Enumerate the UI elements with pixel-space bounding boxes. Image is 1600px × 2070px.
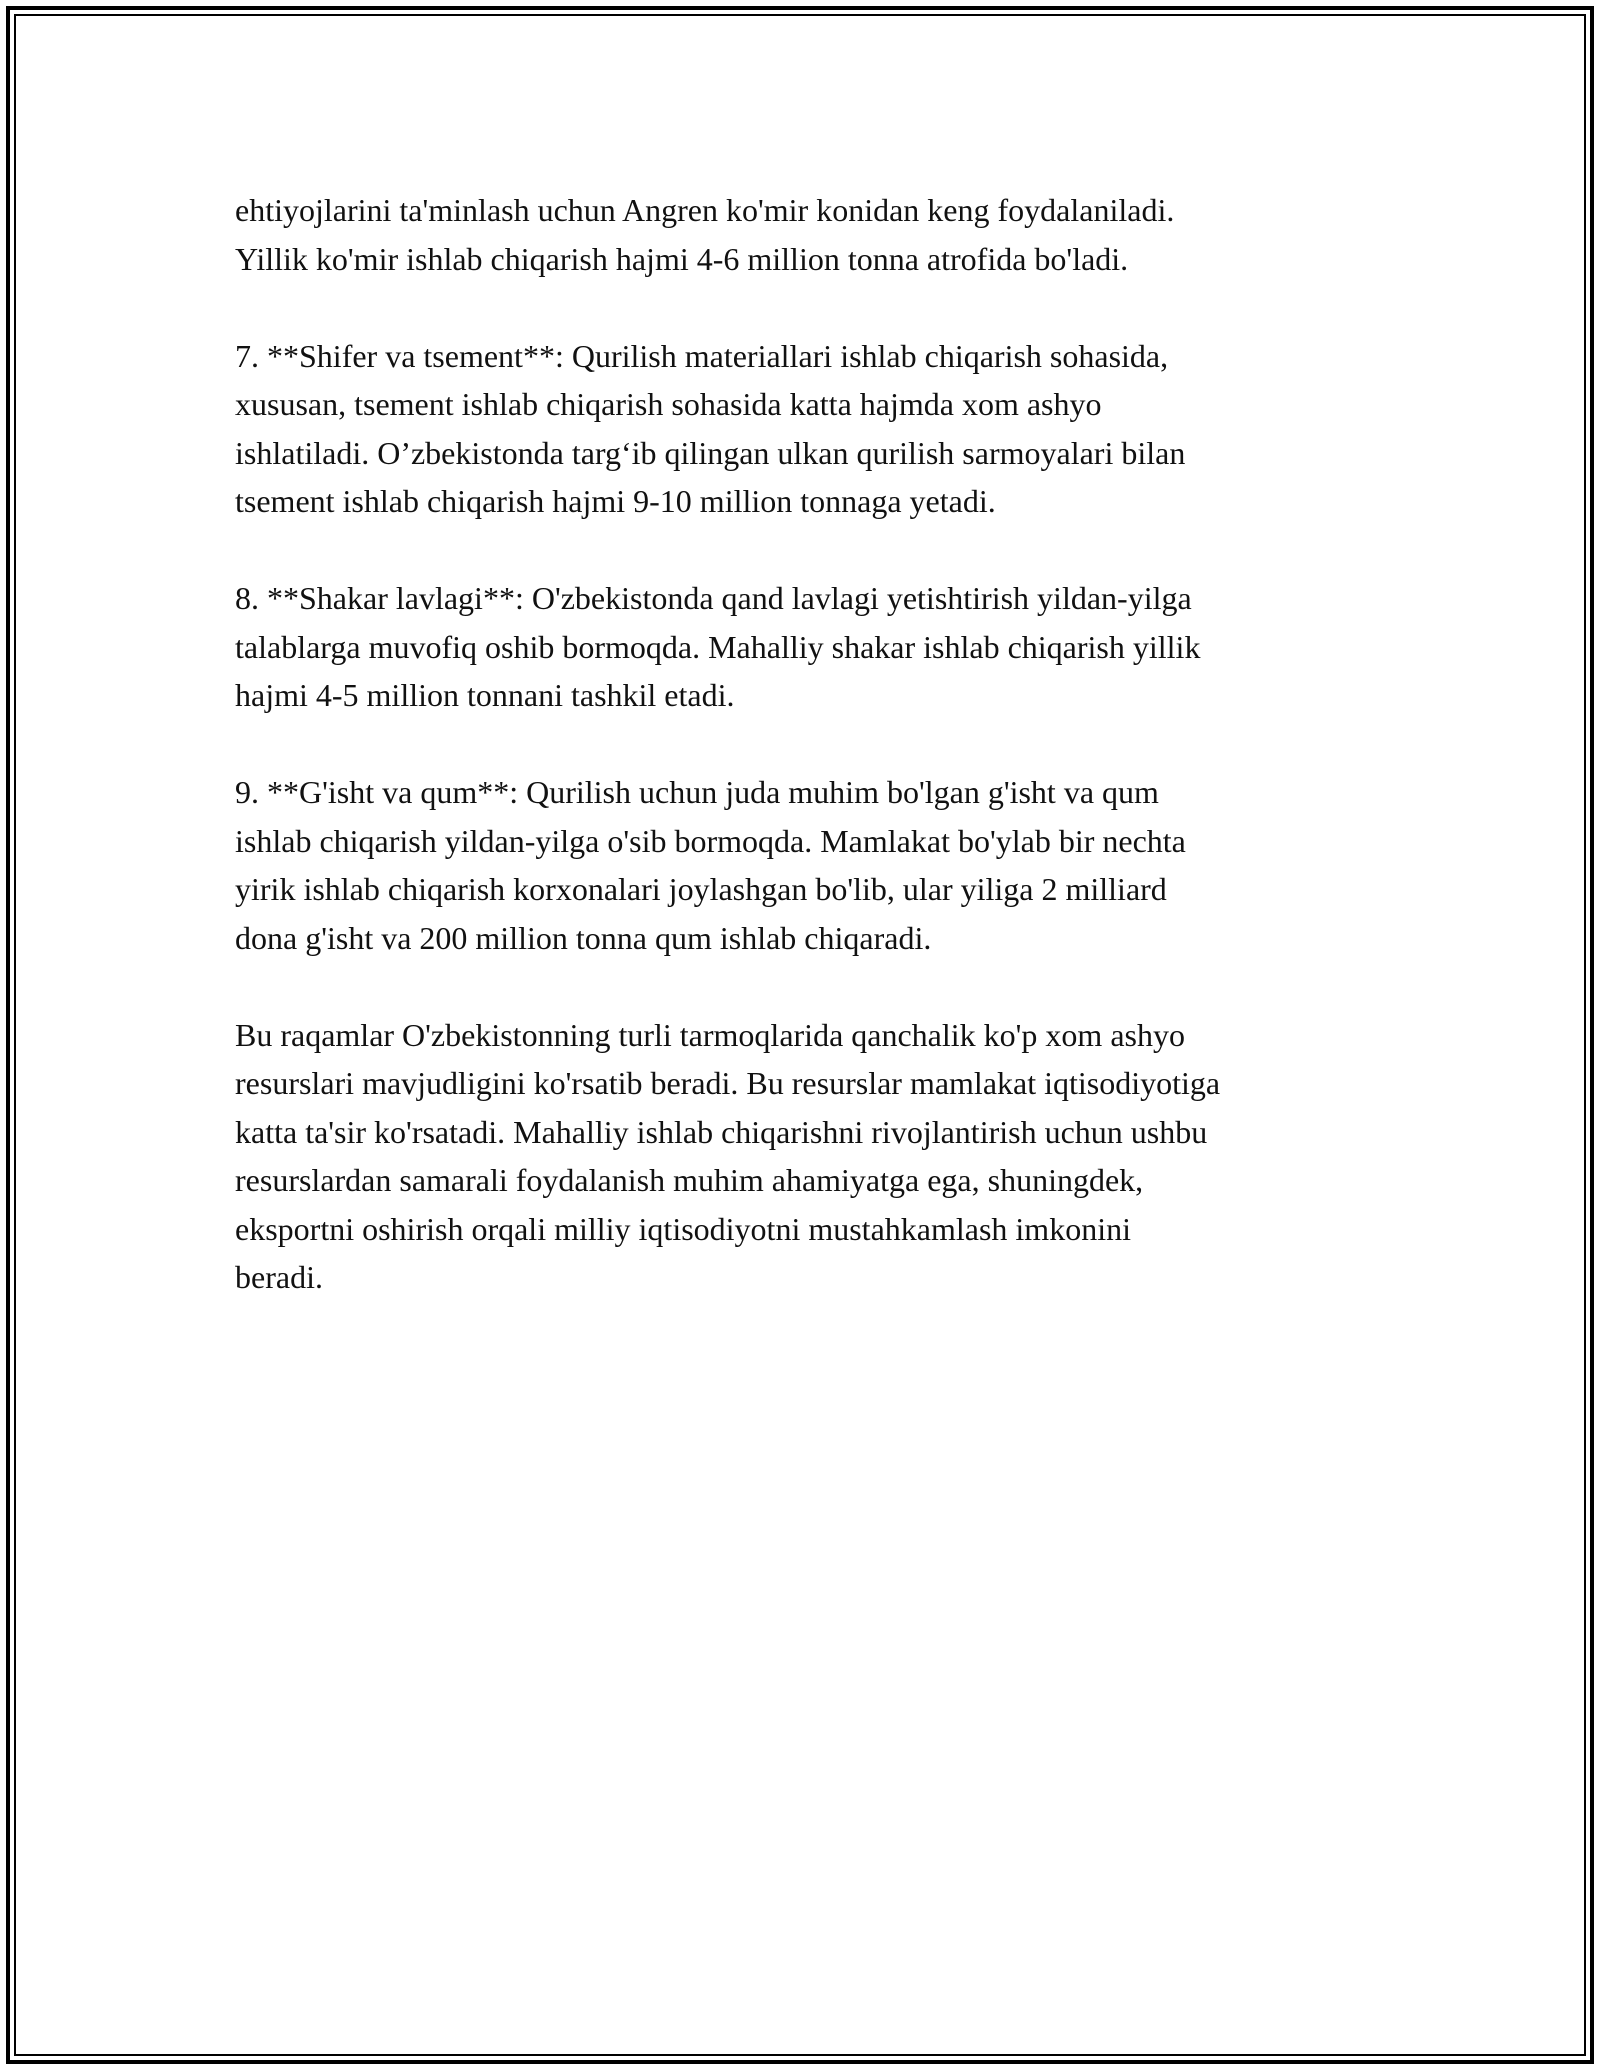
paragraph-coal-continuation: ehtiyojlarini ta'minlash uchun Angren ko'mir konidan keng foydalaniladi. Yillik ko'mir ishlab chiqarish hajmi 4-6 million tonna atrofida bo'ladi. (235, 192, 1175, 277)
paragraph-shifer-tsement: 7. **Shifer va tsement**: Qurilish materiallari ishlab chiqarish sohasida, xususan, tsement ishlab chiqarish sohasida katta hajmda xom ashyo ishlatiladi. O’zbekistonda targ‘ib qilingan ulkan qurilish sarmoyalari bilan tsement ishlab chiqarish hajmi 9-10 million tonnaga yetadi. (235, 337, 1186, 519)
document-body (235, 186, 1385, 1350)
paragraph-gisht-qum: 9. **G'isht va qum**: Qurilish uchun juda muhim bo'lgan g'isht va qum ishlab chiqarish yildan-yilga o'sib bormoqda. Mamlakat bo'ylab bir nechta yirik ishlab chiqarish korxonalari joylashgan bo'lib, ular yiliga 2 milliard dona g'isht va 200 million tonna qum ishlab chiqaradi. (235, 774, 1186, 956)
paragraph-conclusion: Bu raqamlar O'zbekistonning turli tarmoqlarida qanchalik ko'p xom ashyo resurslari mavjudligini ko'rsatib beradi. Bu resurslar mamlakat iqtisodiyotiga katta ta'sir ko'rsatadi. Mahalliy ishlab chiqarishni rivojlantirish uchun ushbu resurslardan samarali foydalanish muhim ahamiyatga ega, shuningdek, eksportni oshirish orqali milliy iqtisodiyotni mustahkamlash imkonini beradi. (235, 1016, 1221, 1295)
paragraph-shakar-lavlagi: 8. **Shakar lavlagi**: O'zbekistonda qand lavlagi yetishtirish yildan-yilga talablarga muvofiq oshib bormoqda. Mahalliy shakar ishlab chiqarish yillik hajmi 4-5 million tonnani tashkil etadi. (235, 580, 1201, 713)
